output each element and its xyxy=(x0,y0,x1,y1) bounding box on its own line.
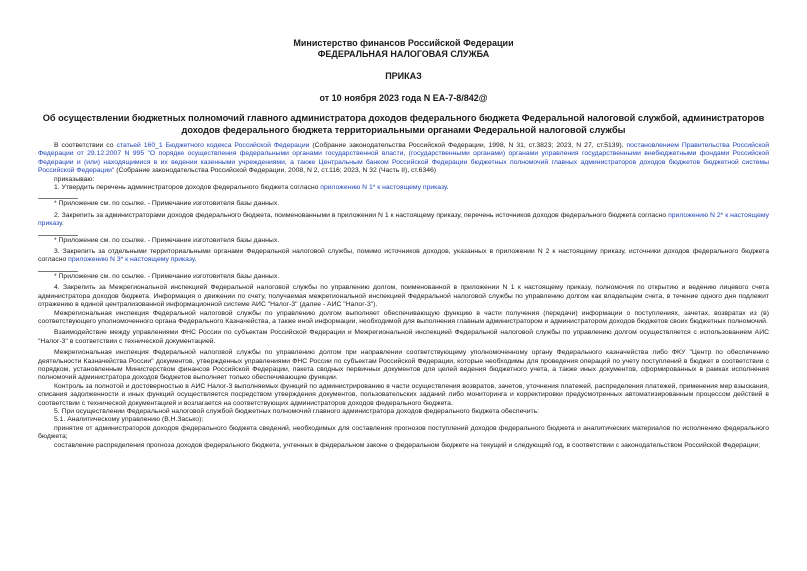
doc-date-number: от 10 ноября 2023 года N ЕА-7-8/842@ xyxy=(319,93,488,103)
item-4: 4. Закрепить за Межрегиональной инспекцией Федеральной налоговой службы по управлению долгом, поименованной в приложении N 1 к настоящему приказу, полномочия по открытию и ведению лицевого счета администратора доходов бюджета. Информация о движении по счету, получаемая межрегиональной инспекцией Федеральной налоговой службы по управлению долгом как владельцем счета, в течение одного дня подлежит отражению в единой централизованной информационной системе АИС "Налог-3" (далее - АИС "Налог-3"). xyxy=(38,284,769,309)
item-3: 3. Закрепить за отдельными территориальными органами Федеральной налоговой службы, помимо источников доходов, указанных в приложении N 2 к настоящему приказу, источники доходов федерального бюджета согласно приложению N 3* к настоящему приказу. xyxy=(38,248,769,264)
item-1: 1. Утвердить перечень администраторов доходов федерального бюджета согласно приложению N 1* к настоящему приказу. xyxy=(54,184,449,192)
appendix-2-link[interactable]: приложению N 2* к настоящему приказу xyxy=(38,211,769,228)
ministry-name: Министерство финансов Российской Федерации xyxy=(293,38,514,48)
paragraph: Межрегиональная инспекция Федеральной налоговой службы по управлению долгом при направлении соответствующему уполномоченному органу Федерального казначейства либо ФКУ "Центр по обеспечению деятельности Казначейства России" документов, утвержденных управлениями ФНС России по субъектам Российской Федерации, которые необходимы для проведения операций по учету поступлений в бюджет в соответствии с порядком, установленным Министерством финансов Российской Федерации, пакета сводных первичных документов для целей ведения бюджетного учета, а также иных документов, сформированных в рамках исполнения полномочий администратора доходов бюджетов выполняет только обеспечивающие функции. xyxy=(38,349,769,382)
document-title: Об осуществлении бюджетных полномочий главного администратора доходов федерального бюджета Федеральной налоговой службой, администраторов доходов федерального бюджета территориальными органами Федеральной налоговой службы xyxy=(42,113,765,135)
footnote: * Приложение см. по ссылке. - Примечание изготовителя базы данных. xyxy=(54,236,280,244)
appendix-1-link[interactable]: приложению N 1* к настоящему приказу xyxy=(320,184,447,192)
footnote: * Приложение см. по ссылке. - Примечание изготовителя базы данных. xyxy=(54,200,280,208)
budget-code-link[interactable]: статьей 160_1 Бюджетного кодекса Российской Федерации xyxy=(116,142,310,149)
item-5: 5. При осуществлении Федеральной налоговой службой бюджетных полномочий главного администратора доходов федерального бюджета обеспечить: xyxy=(54,407,540,415)
footnote: * Приложение см. по ссылке. - Примечание изготовителя базы данных. xyxy=(54,272,280,280)
paragraph: Взаимодействие между управлениями ФНС России по субъектам Российской Федерации и Межрегиональной инспекцией Федеральной налоговой службы по управлению долгом осуществляется с использованием АИС "Налог-3" в соответствии с технической документацией. xyxy=(38,329,769,345)
doc-type: ПРИКАЗ xyxy=(385,71,422,81)
service-name: ФЕДЕРАЛЬНАЯ НАЛОГОВАЯ СЛУЖБА xyxy=(317,49,490,59)
item-2: 2. Закрепить за администраторами доходов федерального бюджета, поименованными в приложении N 1 к настоящему приказу, перечень источников доходов федерального бюджета согласно приложению N 2* к настоящему приказу. xyxy=(38,211,769,228)
order-word: приказываю: xyxy=(54,175,95,183)
government-resolution-link[interactable]: постановлением Правительства Российской Федерации от 29.12.2007 N 995 "О порядке осуществления федеральными органами государственной власти, (государственными органами) органами управления государственными внебюджетными фондами Российской Федерации и (или) находящимися в их ведении казенными учреждениями, а также Центральным банком Российской Федерации бюджетных полномочий главных администраторов доходов бюджетов бюджетной системы Российской Федерации" xyxy=(38,142,770,175)
appendix-3-link[interactable]: приложению N 3* к настоящему приказу xyxy=(68,256,195,264)
document-page xyxy=(38,38,769,450)
paragraph: составление распределения прогноза доходов федерального бюджета, учтенных в федеральном законе о федеральном бюджете на текущий и следующий год, в соответствии с законодательством Российской Федерации; xyxy=(54,441,761,449)
paragraph: принятие от администраторов доходов федерального бюджета сведений, необходимых для составления прогнозов поступлений доходов федерального бюджета и аналитических материалов по исполнению федерального бюджета; xyxy=(38,424,769,441)
footnote-rule xyxy=(38,235,78,236)
item-5-1: 5.1. Аналитическому управлению (В.Н.Засько): xyxy=(54,416,204,424)
footnote-rule xyxy=(38,271,78,272)
paragraph: Контроль за полнотой и достоверностью в АИС Налог-3 выполняемых функций по администрированию в части осуществления возвратов, зачетов, уточнения платежей, распределения платежей, применения мер взыскания, списания задолженности и иных функций осуществляется посредством утверждения документов, пользовательских заданий либо мониторинга и корректировки предусмотренных автоматизированным процессом действий в соответствии с технической документацией и возлагается на соответствующих администраторов доходов федерального бюджета. xyxy=(38,382,769,407)
paragraph: Межрегиональная инспекция Федеральной налоговой службы по управлению долгом выполняет обеспечивающую функцию в части получения (передачи) информации о поступлениях, зачетах, возвратах из (в) соответствующего уполномоченного органа Федерального Казначейства, а также иной информации, необходимой для выполнения главным администратором и администратором доходов бюджетов своих бюджетных полномочий. xyxy=(38,309,769,325)
preamble-paragraph: В соответствии со статьей 160_1 Бюджетного кодекса Российской Федерации (Собрание законодательства Российской Федерации, 1998, N 31, ст.3823; 2023, N 27, ст.5139), постановлением Правительства Российской Федерации от 29.12.2007 N 995 "О порядке осуществления федеральными органами государственной власти, (государственными органами) органами управления государственными внебюджетными фондами Российской Федерации и (или) находящимися в их ведении казенными учреждениями, а также Центральным банком Российской Федерации бюджетных полномочий главных администраторов доходов бюджетов бюджетной системы Российской Федерации" (Собрание законодательства Российской Федерации, 2008, N 2, ст.116; 2023, N 32 (Часть II), ст.6346) xyxy=(38,142,770,175)
